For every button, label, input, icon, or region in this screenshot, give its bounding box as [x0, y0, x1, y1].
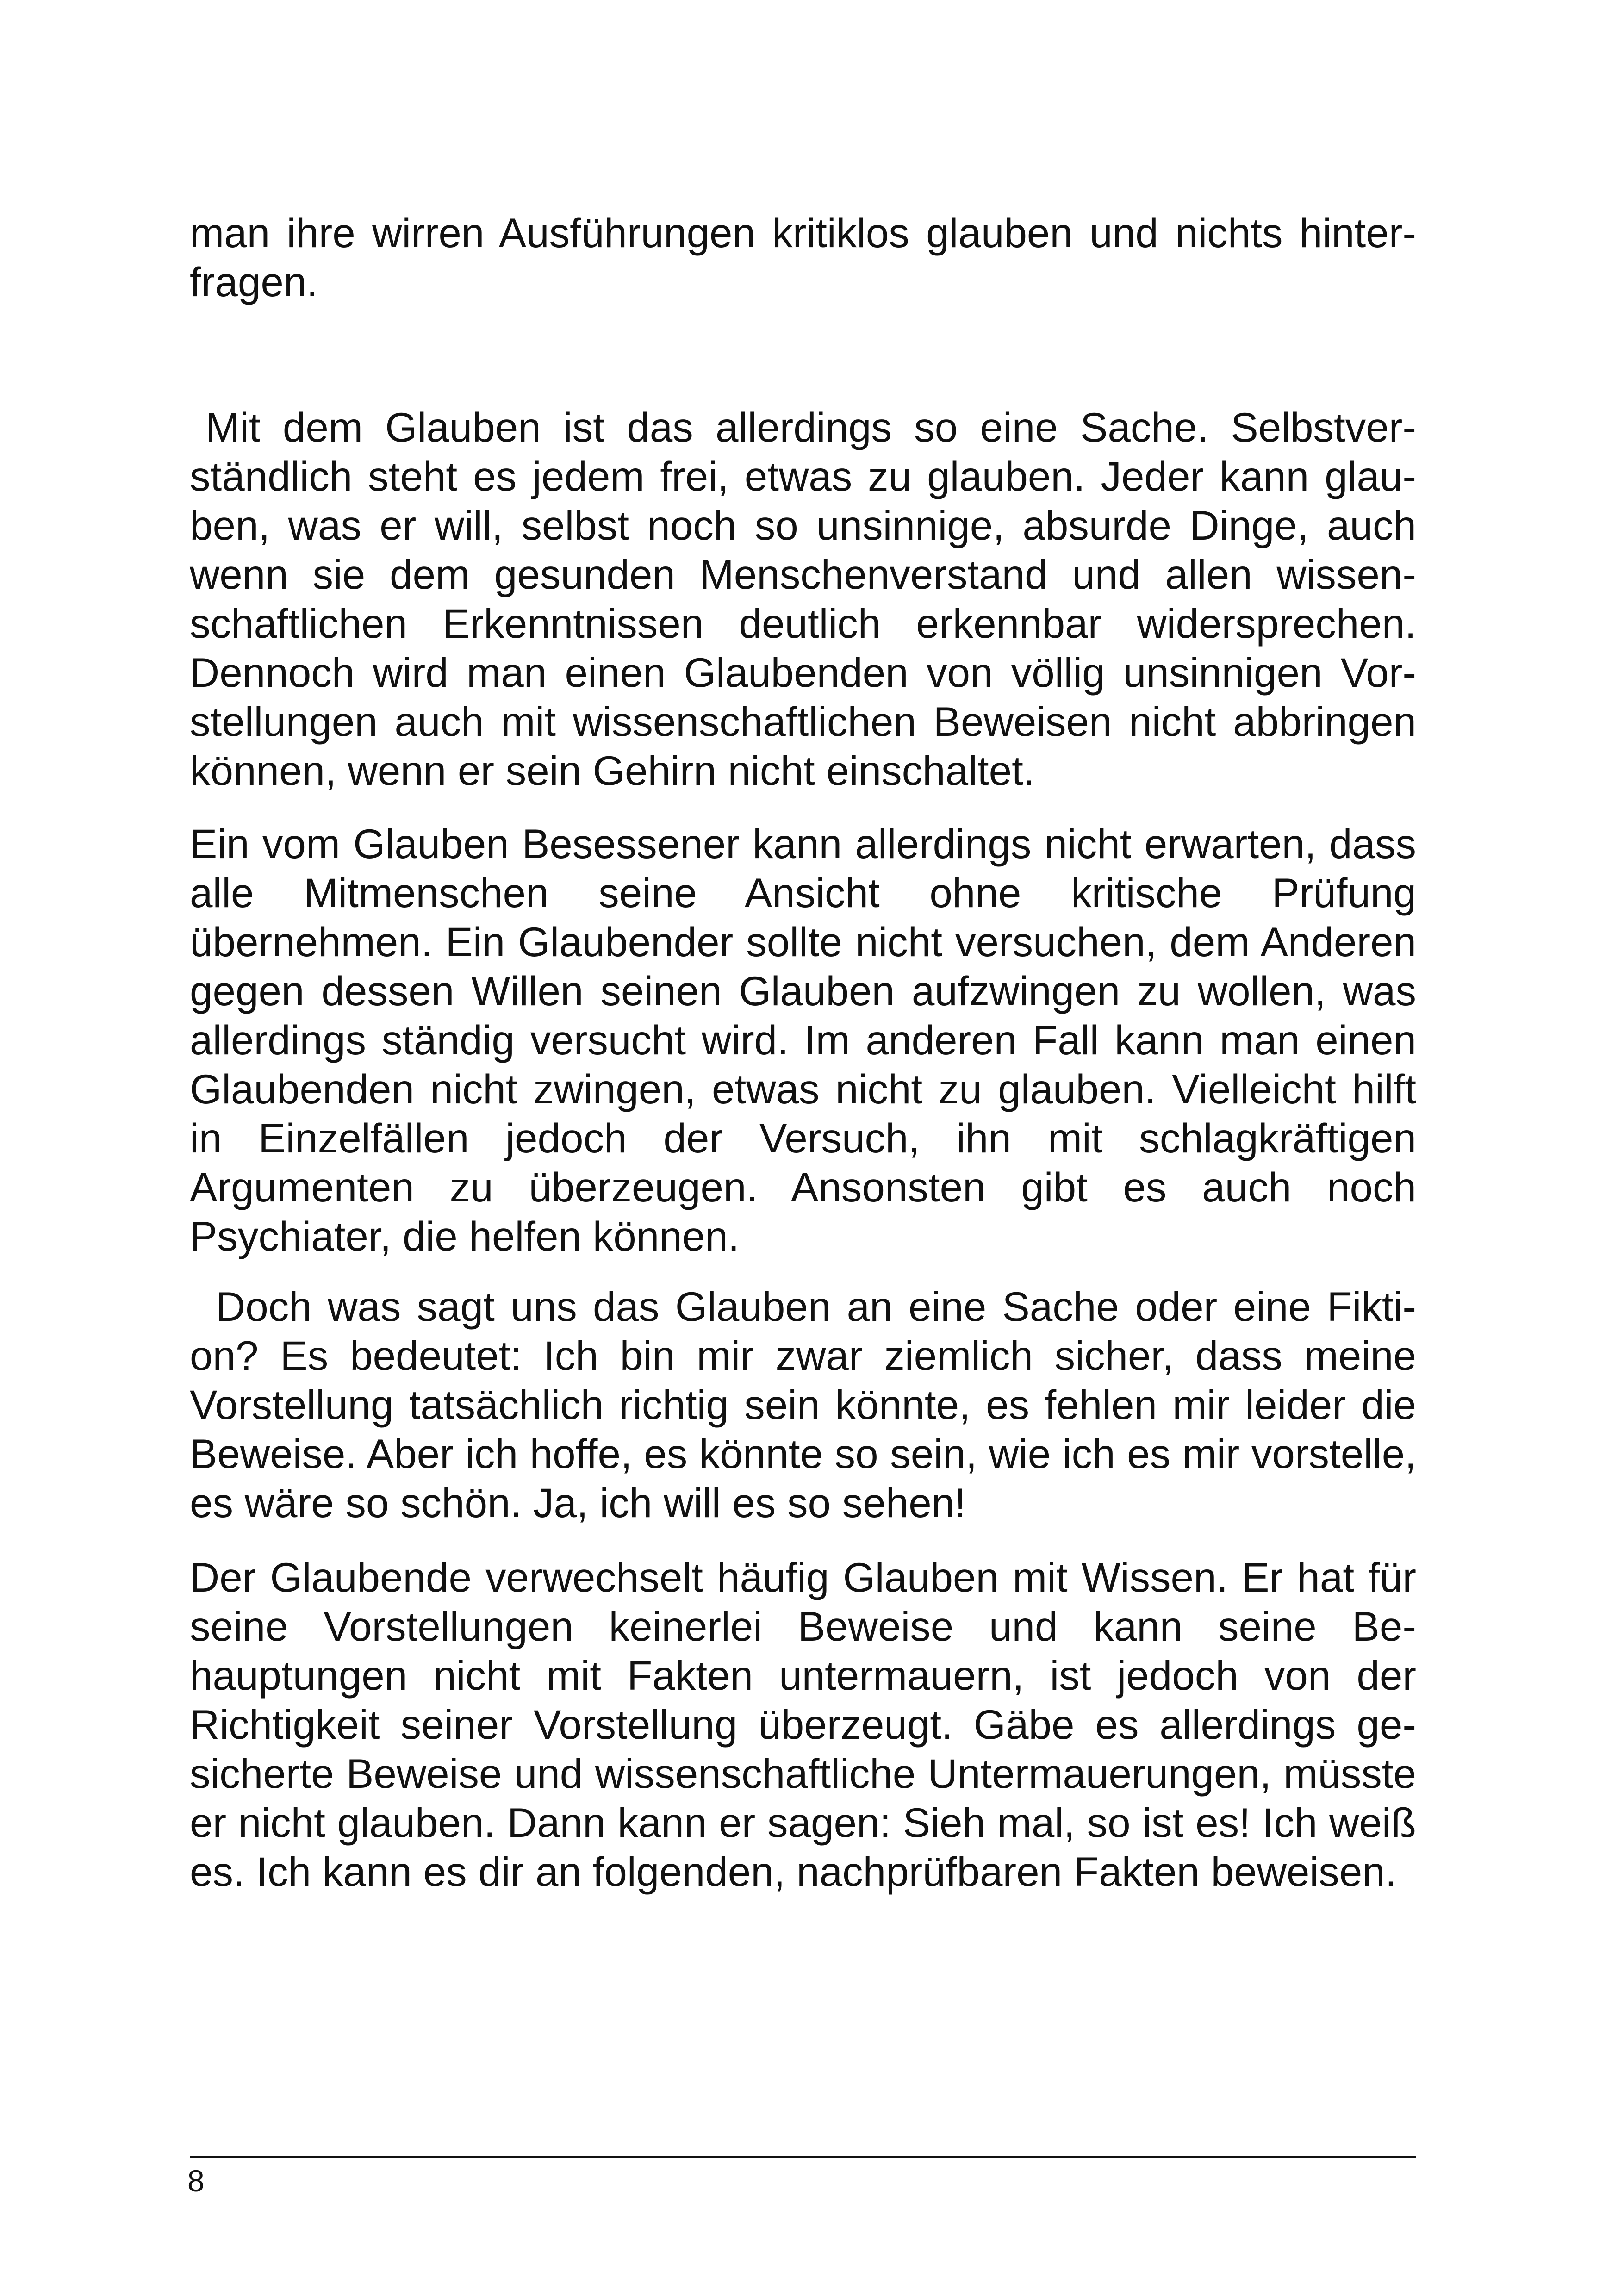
paragraph-besessener: Ein vom Glauben Besessener kann allerdings nicht erwarten, dass alle Mitmenschen seine Ansicht ohne kritische Prüfung übernehmen. Ein Glaubender sollte nicht versuchen, dem Anderen gegen dessen Willen seinen Glauben aufzwingen zu wollen, was allerdings ständig versucht wird. Im anderen Fall kann man einen Glaubenden nicht zwingen, etwas nicht zu glauben. Vielleicht hilft in Einzelfällen jedoch der Versuch, ihn mit schlagkräftigen Argumenten zu überzeugen. Ansonsten gibt es auch noch Psychiater, die helfen können.	[190, 821, 1416, 1259]
page-number: 8	[187, 2164, 205, 2198]
paragraph-glauben-sache: Mit dem Glauben ist das allerdings so eine Sache. Selbstverständlich steht es jedem frei, etwas zu glauben. Jeder kann glauben, was er will, selbst noch so unsinnige, absurde Dinge, auch wenn sie dem gesunden Menschenverstand und allen wissenschaftlichen Erkenntnissen deutlich erkennbar widersprechen. Dennoch wird man einen Glaubenden von völlig unsinnigen Vorstellungen auch mit wissenschaftlichen Beweisen nicht abbringen können, wenn er sein Gehirn nicht einschaltet.	[190, 404, 1416, 794]
paragraph-glauben-wissen: Der Glaubende verwechselt häufig Glauben mit Wissen. Er hat für seine Vorstellungen keinerlei Beweise und kann seine Behauptungen nicht mit Fakten untermauern, ist jedoch von der Richtigkeit seiner Vorstellung überzeugt. Gäbe es allerdings gesicherte Beweise und wissenschaftliche Untermauerungen, müsste er nicht glauben. Dann kann er sagen: Sieh mal, so ist es! Ich weiß es. Ich kann es dir an folgenden, nachprüfbaren Fakten beweisen.	[190, 1554, 1416, 1895]
paragraph-fiktion: Doch was sagt uns das Glauben an eine Sache oder eine Fiktion? Es bedeutet: Ich bin mir zwar ziemlich sicher, dass meine Vorstellung tatsächlich richtig sein könnte, es fehlen mir leider die Beweise. Aber ich hoffe, es könnte so sein, wie ich es mir vorstelle, es wäre so schön. Ja, ich will es so sehen!	[190, 1283, 1416, 1526]
footer-divider	[190, 2156, 1416, 2158]
paragraph-continuation: man ihre wirren Ausführungen kritiklos glauben und nichts hinterfragen.	[190, 210, 1416, 305]
